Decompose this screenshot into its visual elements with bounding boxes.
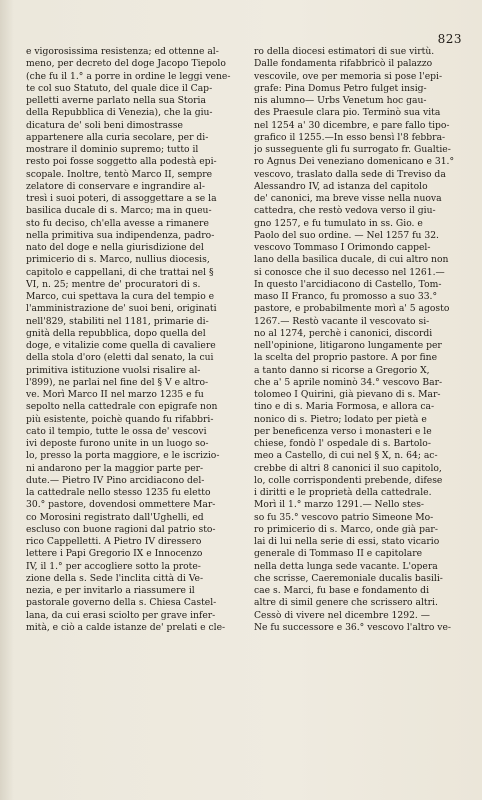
text-line: nell'opinione, litigarono lungamente per <box>254 340 442 351</box>
text-line: per beneficenza verso i monasteri e le <box>254 425 432 437</box>
text-line: pastorale governo della s. Chiesa Castel- <box>26 597 217 609</box>
text-line: vescovile, ove per memoria si pose l'epi- <box>254 70 443 82</box>
text-line: che scrisse, Caeremoniale ducalis basili- <box>254 572 443 584</box>
text-line: Paolo del suo ordine. — Nel 1257 fu 32. <box>254 229 439 241</box>
text-line: dute.— Pietro IV Pino arcidiacono del- <box>26 474 205 486</box>
text-line: meo a Castello, di cui nel § X, n. 64; ac- <box>254 450 438 462</box>
text-line: co Morosini registrato dall'Ughelli, ed <box>26 511 204 523</box>
text-line: lai di lui nella serie di essi, stato vicario <box>254 536 440 547</box>
text-line: sto fu deciso, ch'ella avesse a rimanere <box>26 217 209 229</box>
text-line: cae s. Marci, fu base e fondamento di <box>254 585 430 596</box>
text-line: più esistente, poichè quando fu rifabbri- <box>26 413 214 425</box>
text-line: che a' 5 aprile nominò 34.° vescovo Bar- <box>254 376 443 388</box>
text-line: ivi deposte furono unite in un luogo so- <box>26 438 209 449</box>
text-line: ro Agnus Dei veneziano domenicano e 31.° <box>254 156 455 168</box>
text-line: a tanto danno si ricorse a Gregorio X, <box>254 364 430 376</box>
text-line: no al 1274, perchè i canonici, discordi <box>254 327 433 339</box>
text-line: altre di simil genere che scrissero altri. <box>254 597 438 609</box>
text-line: VI, n. 25; mentre de' procuratori di s. <box>26 278 201 290</box>
text-line: i diritti e le proprietà della cattedrale. <box>254 487 432 498</box>
text-line: mostrare il dominio supremo; tutto il <box>26 144 199 155</box>
text-line: ni andarono per la maggior parte per- <box>26 462 204 474</box>
text-line: Ne fu successore e 36.° vescovo l'altro ve- <box>254 621 451 633</box>
text-line: nella primitiva sua indipendenza, padro- <box>26 229 215 241</box>
text-line: pelletti averne parlato nella sua Storia <box>26 95 206 106</box>
text-line: nel 1254 a' 30 dicembre, e pare fallo tipo- <box>254 119 450 131</box>
text-line: zione della s. Sede l'inclita città di Ve- <box>26 572 204 584</box>
text-line: nonico di s. Pietro; lodato per pietà e <box>254 413 427 425</box>
right-column <box>254 46 466 634</box>
text-line: chiese, fondò l' ospedale di s. Bartolo- <box>254 438 431 449</box>
text-line: doge, e vitalizie come quella di cavaliere <box>26 340 216 351</box>
text-line: zelatore di conservare e ingrandire al- <box>26 180 205 192</box>
text-line: 1267.— Restò vacante il vescovato si- <box>254 315 430 327</box>
text-line: primicerio di s. Marco, nullius diocesis, <box>26 254 210 266</box>
text-line: nezia, e per invitarlo a riassumere il <box>26 585 195 596</box>
text-line: jo susseguente gli fu surrogato fr. Gualtie- <box>254 144 451 155</box>
text-line: l'899), ne parlai nel fine del § V e altro- <box>26 376 209 388</box>
text-line: capitolo e cappellani, di che trattai nel § <box>26 266 214 278</box>
text-line: si conosce che il suo decesso nel 1261.— <box>254 266 445 278</box>
text-line: generale di Tommaso II e capitolare <box>254 548 423 560</box>
text-line: grafico il 1255.—In esso bensì l'8 febbra- <box>254 131 446 143</box>
text-line: lettere i Papi Gregorio IX e Innocenzo <box>26 548 203 560</box>
text-line: lo, presso la porta maggiore, e le iscrizio- <box>26 450 220 462</box>
text-line: ve. Morì Marco II nel marzo 1235 e fu <box>26 389 204 400</box>
text-line: tino e di s. Maria Formosa, e allora ca- <box>254 401 435 413</box>
text-line: lano della basilica ducale, di cui altro non <box>254 254 449 266</box>
text-line: ro della diocesi estimatori di sue virtù. <box>254 46 435 57</box>
text-line: grafe: Pina Domus Petro fulget insig- <box>254 82 427 94</box>
text-line: 30.° pastore, dovendosi ommettere Mar- <box>26 499 216 511</box>
text-line: sepolto nella cattedrale con epigrafe non <box>26 401 218 413</box>
text-line: maso II Franco, fu promosso a suo 33.° <box>254 291 438 302</box>
text-line: nell'829, stabiliti nel 1181, primarie di- <box>26 315 209 327</box>
text-line: cato il tempio, tutte le ossa de' vescovi <box>26 425 207 437</box>
text-line: crebbe di altri 8 canonici il suo capitolo, <box>254 462 442 474</box>
text-line: cattedra, che restò vedova verso il giu- <box>254 205 436 217</box>
text-line: tresì i suoi poteri, di assoggettare a se la <box>26 193 217 204</box>
text-line: rico Cappelletti. A Pietro IV diressero <box>26 536 202 547</box>
text-line: appartenere alla curia secolare, per di- <box>26 131 209 143</box>
text-line: lo, colle corrispondenti prebende, difese <box>254 474 443 486</box>
text-line: Morì il 1.° marzo 1291.— Nello stes- <box>254 499 425 511</box>
text-line: gno 1257, e fu tumulato in ss. Gio. e <box>254 217 423 229</box>
text-line: resto poi fosse soggetto alla podestà epi- <box>26 156 217 168</box>
text-line: de' canonici, ma breve visse nella nuova <box>254 193 442 204</box>
text-line: primitiva istituzione vuolsi risalire al- <box>26 364 201 376</box>
text-line: vescovo Tommaso I Orimondo cappel- <box>254 242 431 253</box>
text-line: nato del doge e nella giurisdizione del <box>26 242 204 253</box>
text-line: Cessò di vivere nel dicembre 1292. — <box>254 609 430 621</box>
text-line: e vigorosissima resistenza; ed ottenne al- <box>26 46 219 57</box>
page-number: 823 <box>437 32 462 46</box>
text-line: nella detta lunga sede vacante. L'opera <box>254 560 438 572</box>
text-line: della Repubblica di Venezia), che la giu- <box>26 107 213 119</box>
text-line: dicatura de' soli beni dimostrasse <box>26 119 183 131</box>
text-line: la scelta del proprio pastore. A por fine <box>254 352 438 364</box>
text-line: (che fu il 1.° a porre in ordine le leggi vene- <box>26 70 231 82</box>
text-line: tolomeo I Quirini, già pievano di s. Mar- <box>254 389 441 400</box>
text-line: Marco, cui spettava la cura del tempio e <box>26 291 215 302</box>
text-line: nis alumno— Urbs Venetum hoc gau- <box>254 95 427 106</box>
text-line: escluso con buone ragioni dal patrio sto- <box>26 523 216 535</box>
text-line: pastore, e probabilmente morì a' 5 agosto <box>254 303 450 315</box>
left-column <box>26 46 238 634</box>
text-line: IV, il 1.° per accogliere sotto la prote- <box>26 560 201 572</box>
text-line: la cattedrale nello stesso 1235 fu eletto <box>26 487 211 498</box>
text-line: Alessandro IV, ad istanza del capitolo <box>254 180 428 192</box>
text-line: ro primicerio di s. Marco, onde già par- <box>254 523 438 535</box>
text-line: basilica ducale di s. Marco; ma in queu- <box>26 205 212 217</box>
text-line: Dalle fondamenta rifabbricò il palazzo <box>254 58 433 70</box>
text-line: della stola d'oro (eletti dal senato, la cui <box>26 352 214 364</box>
text-line: In questo l'arcidiacono di Castello, Tom- <box>254 278 442 290</box>
text-line: l'amministrazione de' suoi beni, originati <box>26 303 217 315</box>
text-line: scopale. Inoltre, tentò Marco II, sempre <box>26 168 213 180</box>
text-line: gnità della repubblica, dopo quella del <box>26 327 206 339</box>
text-line: te col suo Statuto, del quale dice il Cap- <box>26 82 213 94</box>
text-line: vescovo, traslato dalla sede di Treviso da <box>254 168 446 180</box>
text-line: so fu 35.° vescovo patrio Simeone Mo- <box>254 511 434 523</box>
text-line: mità, e ciò a calde istanze de' prelati e cle- <box>26 621 226 633</box>
text-line: lana, da cui erasi sciolto per grave infer- <box>26 609 216 621</box>
text-line: des Praesule clara pio. Terminò sua vita <box>254 107 441 119</box>
text-line: meno, per decreto del doge Jacopo Tiepolo <box>26 58 226 70</box>
